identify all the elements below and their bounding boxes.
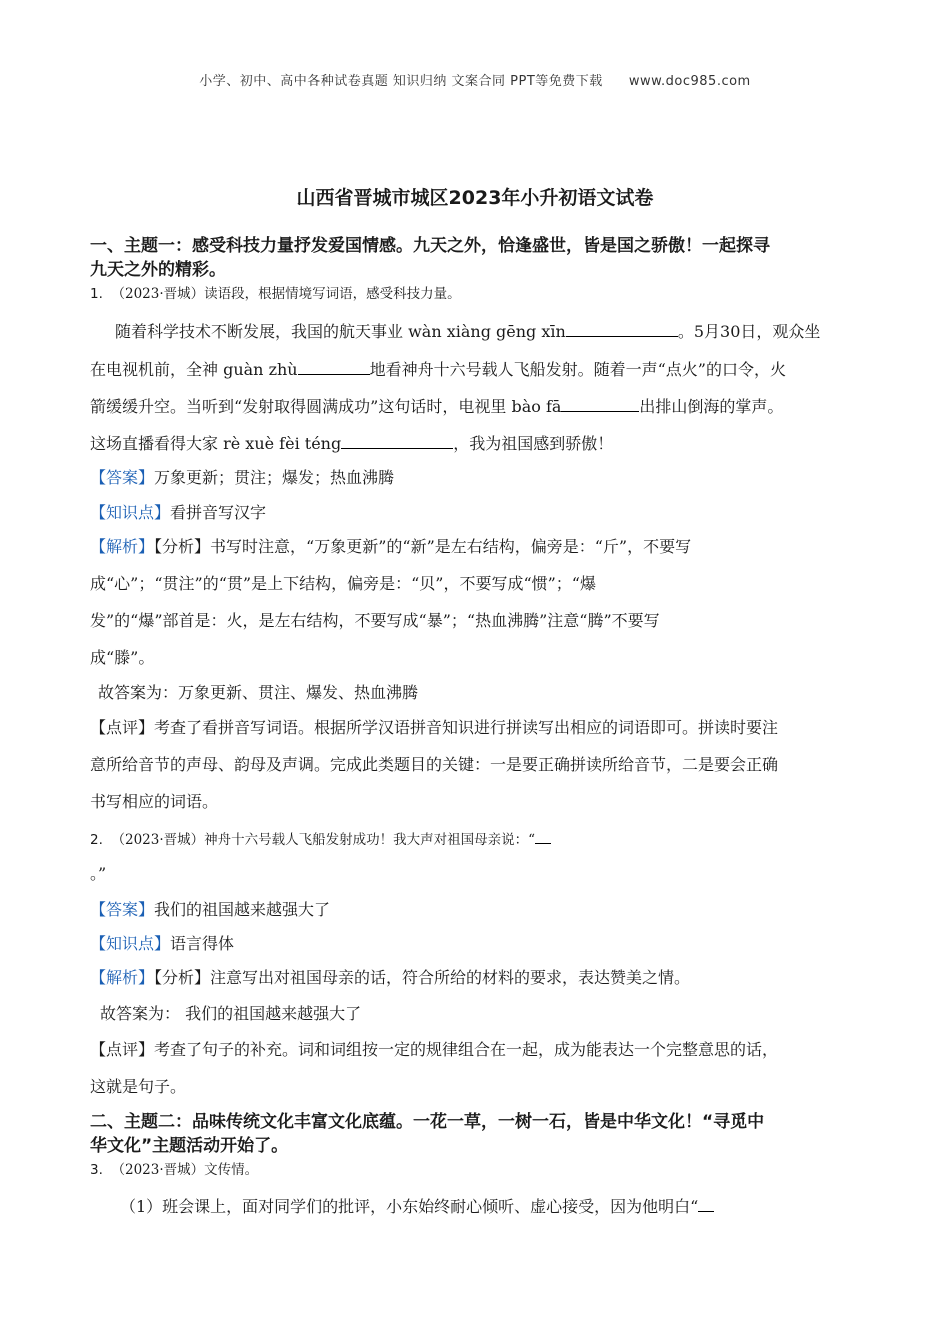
passage-text: ，我为祖国感到骄傲！ (453, 434, 614, 453)
knowledge-label: 【知识点】 (90, 503, 171, 522)
q1-comment-line-3: 书写相应的词语。 (90, 792, 219, 811)
analysis-label: 【解析】 (90, 537, 155, 556)
answer-text: 我们的祖国越来越强大了 (154, 900, 331, 919)
analysis-text: 注意写出对祖国母亲的话，符合所给的材料的要求，表达赞美之情。 (210, 968, 691, 987)
knowledge-text: 语言得体 (170, 934, 235, 953)
page-title: 山西省晋城市城区2023年小升初语文试卷 (296, 187, 654, 209)
analysis-text: 书写时注意，“万象更新”的“新”是左右结构，偏旁是：“斤”，不要写 (210, 537, 692, 556)
q2-final-answer: 故答案为： 我们的祖国越来越强大了 (100, 1004, 362, 1023)
q3-sub-1 (120, 1197, 900, 1217)
question-text: 文传情。 (204, 1162, 259, 1178)
passage-line-1 (115, 320, 895, 342)
question-source: （2023·晋城） (111, 1162, 205, 1178)
section-2-line-2: 华文化”主题活动开始了。 (90, 1136, 289, 1156)
section-2-line-1: 二、主题二：品味传统文化丰富文化底蕴。一花一草，一树一石，皆是中华文化！“寻觅中 (90, 1112, 765, 1132)
q1-analysis-line-1 (90, 537, 870, 557)
comment-label: 【点评】 (90, 1040, 155, 1059)
passage-text: 箭缓缓升空。当听到“发射取得圆满成功”这句话时，电视里 bào fā (90, 397, 562, 416)
answer-label: 【答案】 (90, 900, 155, 919)
q1-comment-line-1 (90, 718, 870, 738)
question-source: （2023·晋城） (111, 286, 205, 302)
section-2-heading (90, 1110, 870, 1158)
question-number: 1. (90, 286, 103, 302)
passage-text: 随着科学技术不断发展，我国的航天事业 wàn xiàng gēng xīn (115, 322, 566, 341)
passage-line-3 (90, 395, 870, 417)
question-1-head (90, 284, 870, 304)
section-1-line-2: 九天之外的精彩。 (90, 260, 226, 280)
q2-comment-line-2: 这就是句子。 (90, 1077, 187, 1096)
answer-blank[interactable] (535, 829, 551, 844)
comment-text: 考查了句子的补充。词和词组按一定的规律组合在一起，成为能表达一个完整意思的话， (154, 1040, 779, 1059)
answer-blank[interactable] (341, 432, 453, 449)
question-number: 3. (90, 1162, 103, 1178)
q1-knowledge (90, 503, 870, 523)
comment-label: 【点评】 (90, 718, 155, 737)
question-2-head (90, 829, 870, 850)
answer-blank[interactable] (698, 1197, 714, 1212)
q2-tail: 。” (90, 864, 107, 883)
q2-analysis (90, 968, 870, 988)
knowledge-text: 看拼音写汉字 (170, 503, 267, 522)
question-number: 2. (90, 832, 103, 848)
answer-blank[interactable] (561, 395, 639, 412)
q1-final-answer: 故答案为：万象更新、贯注、爆发、热血沸腾 (98, 683, 419, 702)
q1-answer (90, 468, 870, 488)
analysis-label: 【解析】 (90, 968, 155, 987)
passage-text: 地看神舟十六号载人飞船发射。随着一声“点火”的口令，火 (369, 360, 786, 379)
passage-line-2 (90, 358, 870, 380)
answer-blank[interactable] (566, 320, 678, 337)
q2-answer (90, 900, 870, 920)
header-site-link[interactable]: www.doc985.com (628, 74, 751, 89)
q1-analysis-line-2: 成“心”；“贯注”的“贯”是上下结构，偏旁是：“贝”，不要写成“惯”；“爆 (90, 574, 596, 593)
passage-text: 。5月30日，观众坐 (677, 322, 821, 341)
q2-knowledge (90, 934, 870, 954)
page-header (0, 70, 950, 89)
passage-text: 这场直播看得大家 rè xuè fèi téng (90, 434, 342, 453)
subquestion-text: （1）班会课上，面对同学们的批评，小东始终耐心倾听、虚心接受，因为他明白“ (120, 1197, 699, 1216)
answer-blank[interactable] (298, 358, 370, 375)
fenxi-label: 【分析】 (154, 537, 211, 556)
passage-text: 在电视机前，全神 guàn zhù (90, 360, 298, 379)
section-1-line-1: 一、主题一：感受科技力量抒发爱国情感。九天之外，恰逢盛世，皆是国之骄傲！一起探寻 (90, 236, 770, 256)
q1-comment-line-2: 意所给音节的声母、韵母及声调。完成此类题目的关键：一是要正确拼读所给音节，二是要会正确 (90, 755, 779, 774)
question-text: 神舟十六号载人飞船发射成功！我大声对祖国母亲说：“ (204, 832, 536, 848)
passage-line-4 (90, 432, 870, 454)
header-text: 小学、初中、高中各种试卷真题 知识归纳 文案合同 PPT等免费下载 (199, 74, 603, 89)
fenxi-label: 【分析】 (154, 968, 211, 987)
passage-text: 出排山倒海的掌声。 (639, 397, 784, 416)
comment-text: 考查了看拼音写词语。根据所学汉语拼音知识进行拼读写出相应的词语即可。拼读时要注 (154, 718, 779, 737)
answer-label: 【答案】 (90, 468, 155, 487)
knowledge-label: 【知识点】 (90, 934, 171, 953)
q2-comment-line-1 (90, 1040, 870, 1060)
q1-analysis-line-4: 成“滕”。 (90, 648, 155, 667)
question-source: （2023·晋城） (111, 832, 205, 848)
question-text: 读语段，根据情境写词语，感受科技力量。 (204, 286, 461, 302)
q1-analysis-line-3: 发”的“爆”部首是：火，是左右结构，不要写成“暴”；“热血沸腾”注意“腾”不要写 (90, 611, 660, 630)
section-1-heading (90, 234, 870, 282)
question-3-head (90, 1160, 870, 1180)
answer-text: 万象更新；贯注；爆发；热血沸腾 (154, 468, 395, 487)
